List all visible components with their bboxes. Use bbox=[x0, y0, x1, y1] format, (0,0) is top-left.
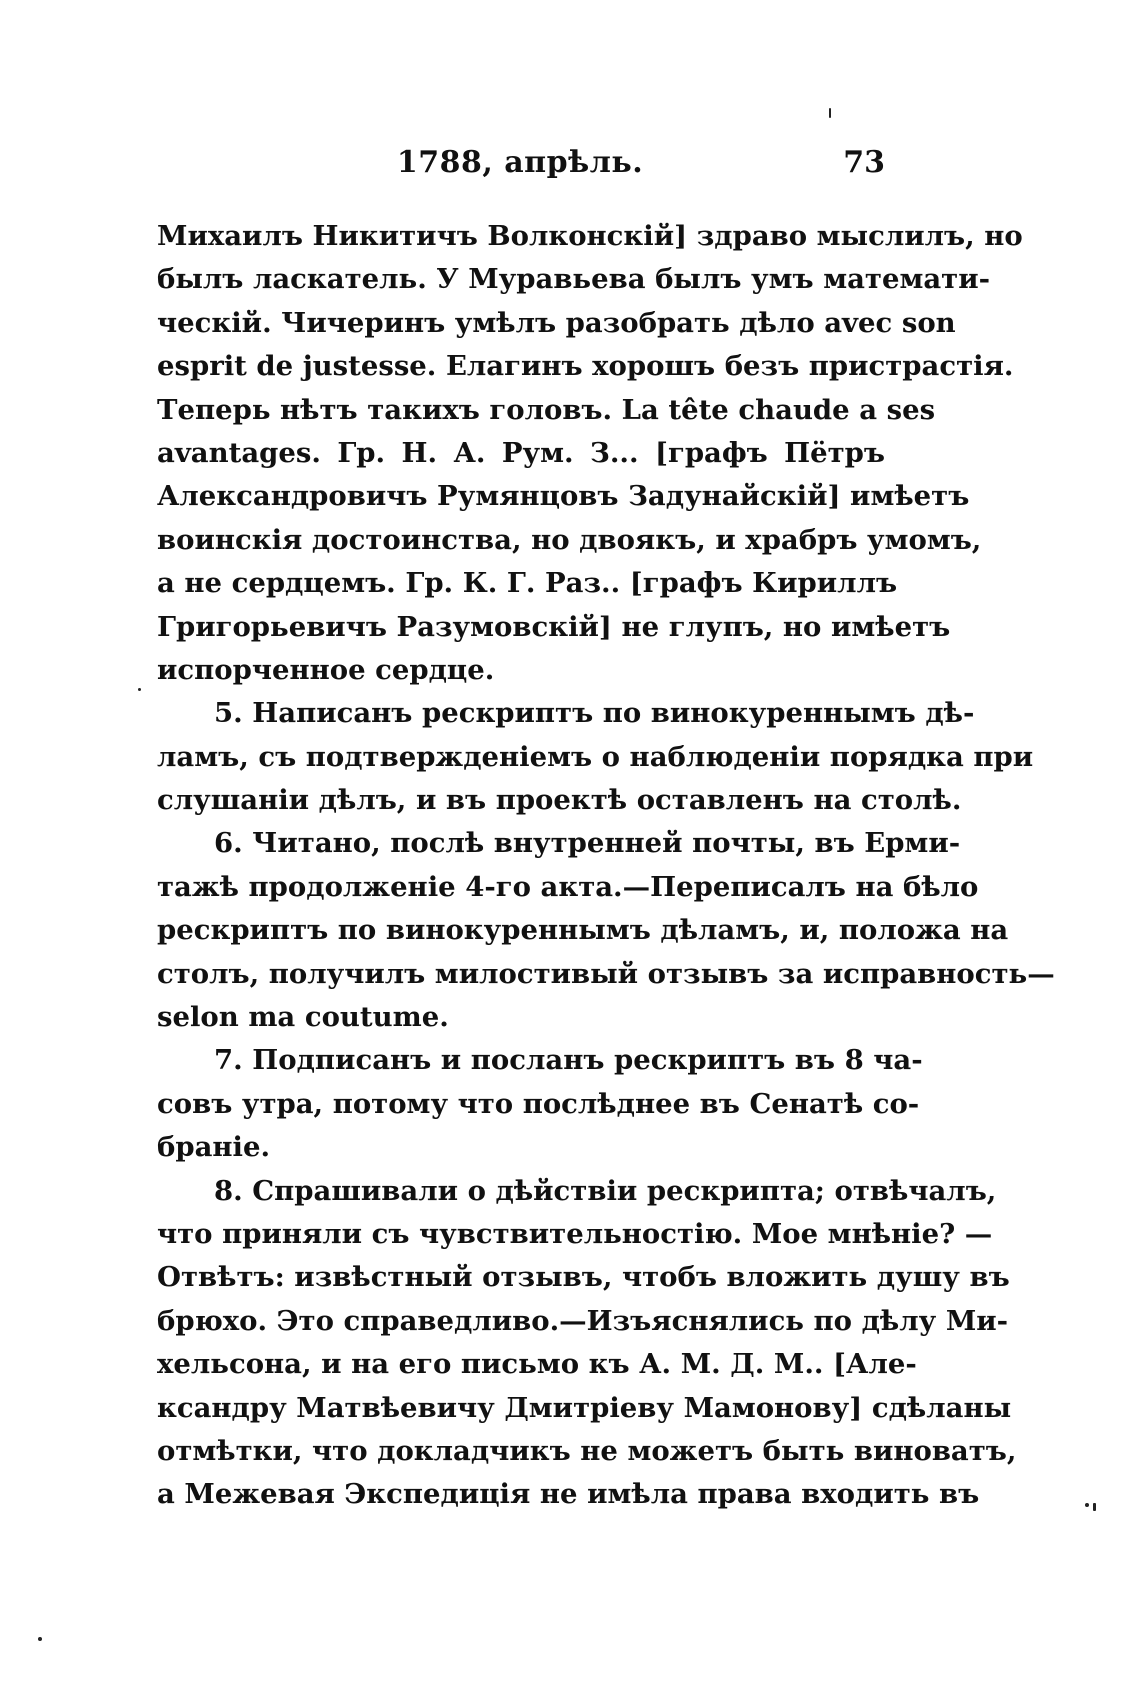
text-line: Григорьевичъ Разумовскій] не глупъ, но имѣетъ bbox=[157, 610, 951, 643]
text-line: рескриптъ по винокуреннымъ дѣламъ, и, положа на bbox=[157, 914, 1009, 947]
page-number: 73 bbox=[843, 145, 885, 180]
header-title: 1788, апрѣль. bbox=[396, 145, 644, 180]
scan-speck bbox=[1085, 1503, 1089, 1507]
text-line: совъ утра, потому что послѣднее въ Сенатѣ со- bbox=[157, 1087, 920, 1120]
text-line: Отвѣтъ: извѣстный отзывъ, чтобъ вложить душу въ bbox=[157, 1261, 1010, 1294]
running-header bbox=[155, 145, 885, 195]
text-line: воинскія достоинства, но двоякъ, и храбръ умомъ, bbox=[157, 523, 982, 556]
paragraph-7-start: 7. Подписанъ и посланъ рескриптъ въ 8 ча- bbox=[214, 1044, 923, 1077]
text-line: а не сердцемъ. Гр. К. Г. Раз.. [графъ Кириллъ bbox=[157, 567, 898, 600]
text-line: ксандру Матвѣевичу Дмитріеву Мамонову] сдѣланы bbox=[157, 1391, 1012, 1424]
paragraph-5-start: 5. Написанъ рескриптъ по винокуреннымъ дѣ- bbox=[214, 697, 975, 730]
text-line: столъ, получилъ милостивый отзывъ за исправность— bbox=[157, 957, 1055, 990]
text-line: avantages. Гр. Н. А. Рум. З... [графъ Пётръ bbox=[157, 436, 885, 469]
text-line: selon ma coutume. bbox=[157, 1001, 449, 1034]
text-line: esprit de justesse. Елагинъ хорошъ безъ пристрастія. bbox=[157, 350, 1014, 383]
paragraph-8-start: 8. Спрашивали о дѣйствіи рескрипта; отвѣчалъ, bbox=[214, 1174, 997, 1207]
text-line: тажѣ продолженіе 4-го акта.—Переписалъ на бѣло bbox=[157, 870, 979, 903]
text-line: брюхо. Это справедливо.—Изъяснялись по дѣлу Ми- bbox=[157, 1304, 1009, 1337]
scan-speck bbox=[829, 108, 831, 118]
scan-speck bbox=[1093, 1503, 1096, 1511]
text-line: хельсона, и на его письмо къ А. М. Д. М.. [Але- bbox=[157, 1348, 917, 1381]
text-line: а Межевая Экспедиція не имѣла права входить въ bbox=[157, 1478, 980, 1511]
scan-speck bbox=[138, 688, 141, 691]
text-line: слушаніи дѣлъ, и въ проектѣ оставленъ на столѣ. bbox=[157, 784, 962, 817]
text-line: отмѣтки, что докладчикъ не можетъ быть виноватъ, bbox=[157, 1434, 1017, 1467]
scan-speck bbox=[38, 1637, 42, 1641]
text-line: Михаилъ Никитичъ Волконскій] здраво мыслилъ, но bbox=[157, 220, 1023, 252]
text-line: Теперь нѣтъ такихъ головъ. La tête chaude a ses bbox=[157, 393, 936, 426]
text-line: Александровичъ Румянцовъ Задунайскій] имѣетъ bbox=[157, 480, 970, 513]
body-text bbox=[157, 215, 1055, 1517]
text-line: браніе. bbox=[157, 1131, 271, 1164]
paragraph-6-start: 6. Читано, послѣ внутренней почты, въ Ерми- bbox=[214, 827, 961, 860]
text-line: былъ ласкатель. У Муравьева былъ умъ математи- bbox=[157, 263, 991, 296]
text-line: что приняли съ чувствительностію. Мое мнѣніе? — bbox=[157, 1217, 993, 1250]
text-line: испорченное сердце. bbox=[157, 653, 495, 686]
text-line: ческій. Чичеринъ умѣлъ разобрать дѣло avec son bbox=[157, 306, 956, 339]
text-line: ламъ, съ подтвержденіемъ о наблюденіи порядка при bbox=[157, 740, 1034, 773]
